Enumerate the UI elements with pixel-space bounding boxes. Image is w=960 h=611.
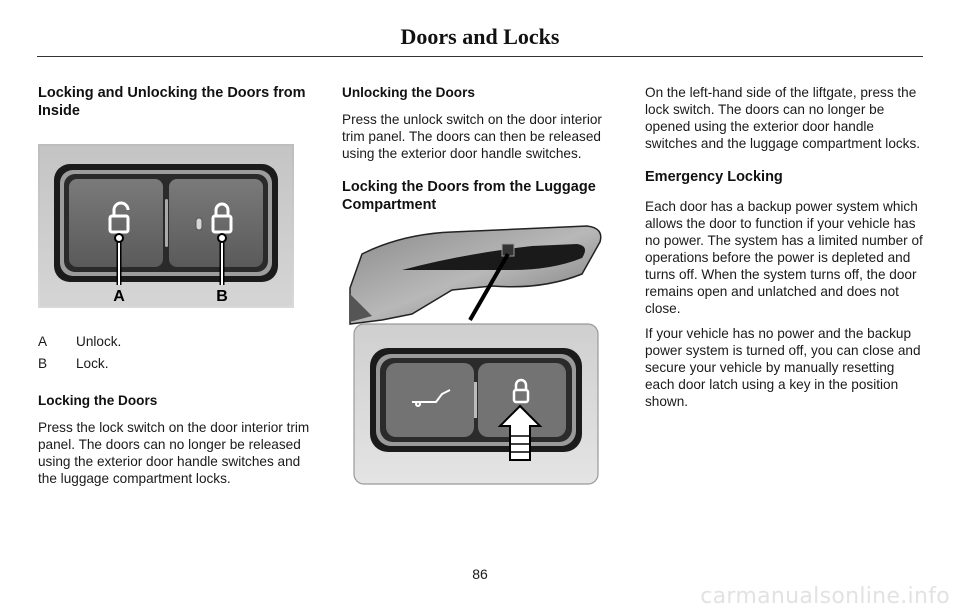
section-heading-inside-locking: Locking and Unlocking the Doors from Inside [38,85,306,119]
paragraph-backup-power: Each door has a backup power system which allows the door to function if your vehicle has no power. The system has a limited number of operations before the power is depleted and turns off. When the system turns off, the door remains open and unlatched and does not close. [645,199,923,316]
legend-key: A [38,333,48,349]
legend-text: Unlock. [76,333,122,349]
page-header-title: Doors and Locks [400,24,560,49]
callout-label-a: A [113,288,125,305]
page-number: 86 [472,566,488,582]
callout-label-b: B [216,288,228,305]
paragraph-liftgate-lock: On the left-hand side of the liftgate, press the lock switch. The doors can no longer be opened using the exterior door handle switches and the luggage compartment locks. [645,85,921,151]
legend-row [38,330,320,352]
subheading-unlocking-doors: Unlocking the Doors [342,85,475,100]
paragraph-locking-doors: Press the lock switch on the door interior trim panel. The doors can no longer be released using the exterior door handle switches and the luggage compartment locks. [38,420,310,486]
section-heading-luggage-locking: Locking the Doors from the Luggage Compartment [342,179,596,213]
column-left [38,84,320,487]
section-heading-emergency-locking: Emergency Locking [645,169,783,185]
column-right [645,84,927,410]
legend-text: Lock. [76,355,109,371]
column-middle [342,84,624,498]
paragraph-unlocking-doors: Press the unlock switch on the door interior trim panel. The doors can then be released using the exterior door handle switches. [342,112,602,161]
figure-legend [38,330,320,374]
door-lock-switch-illustration [38,144,294,308]
header-divider [37,56,923,57]
legend-row [38,352,320,374]
legend-key: B [38,355,48,371]
watermark-text: carmanualsonline.info [700,584,950,609]
paragraph-manual-reset: If your vehicle has no power and the backup power system is turned off, you can close and secure your vehicle by manually resetting each door latch using a key in the position shown. [645,326,921,409]
liftgate-lock-switch-illustration [342,224,604,498]
subheading-locking-doors: Locking the Doors [38,393,158,408]
